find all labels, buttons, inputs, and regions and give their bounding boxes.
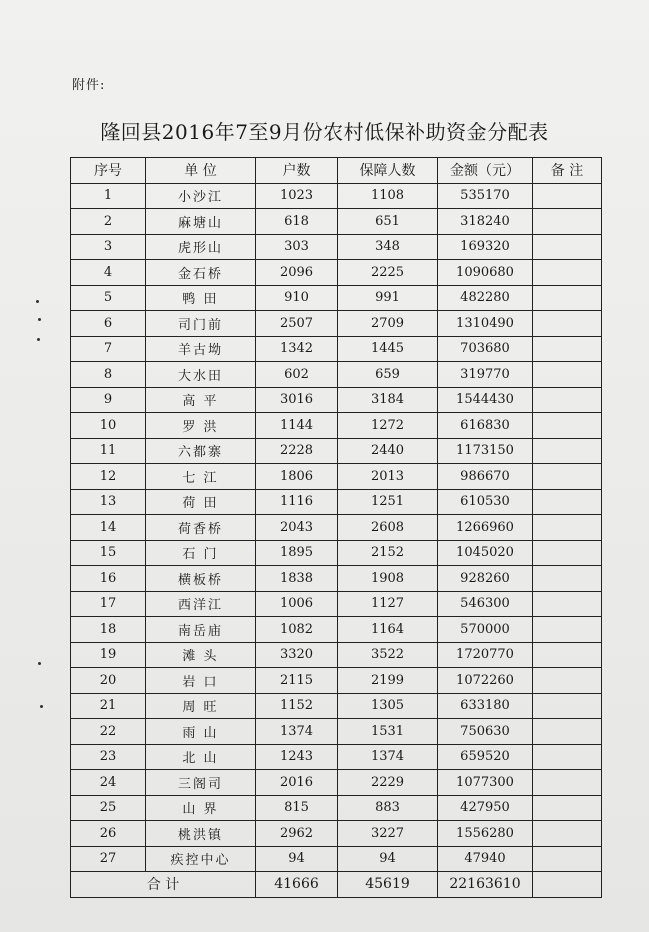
cell-amount: 633180 [438,693,533,719]
allocation-table [70,157,602,898]
cell-no: 14 [71,515,146,541]
cell-note [533,770,602,796]
cell-unit: 北 山 [146,744,256,770]
total-note [533,872,602,898]
table-row [71,566,602,592]
scan-speck [38,318,41,321]
cell-note [533,285,602,311]
cell-households: 2962 [256,821,338,847]
cell-people: 2199 [338,668,438,694]
table-row [71,183,602,209]
table-row [71,591,602,617]
table-row [71,387,602,413]
cell-note [533,795,602,821]
cell-households: 2228 [256,438,338,464]
cell-no: 21 [71,693,146,719]
cell-amount: 427950 [438,795,533,821]
cell-no: 9 [71,387,146,413]
cell-amount: 535170 [438,183,533,209]
header-note: 备 注 [533,158,602,184]
cell-unit: 羊古坳 [146,336,256,362]
cell-households: 1342 [256,336,338,362]
cell-amount: 318240 [438,209,533,235]
total-amount: 22163610 [438,872,533,898]
cell-unit: 罗 洪 [146,413,256,439]
cell-unit: 麻塘山 [146,209,256,235]
cell-amount: 1173150 [438,438,533,464]
header-no: 序号 [71,158,146,184]
cell-amount: 47940 [438,846,533,872]
cell-note [533,566,602,592]
cell-no: 11 [71,438,146,464]
cell-no: 19 [71,642,146,668]
cell-no: 25 [71,795,146,821]
cell-people: 1272 [338,413,438,439]
cell-amount: 986670 [438,464,533,490]
table-row [71,693,602,719]
cell-unit: 岩 口 [146,668,256,694]
cell-households: 303 [256,234,338,260]
cell-households: 2115 [256,668,338,694]
table-row [71,821,602,847]
cell-note [533,693,602,719]
cell-households: 1116 [256,489,338,515]
cell-households: 1006 [256,591,338,617]
cell-amount: 1045020 [438,540,533,566]
scan-speck [36,300,39,303]
cell-households: 1374 [256,719,338,745]
cell-note [533,540,602,566]
cell-amount: 1090680 [438,260,533,286]
cell-unit: 山 界 [146,795,256,821]
cell-no: 4 [71,260,146,286]
cell-amount: 546300 [438,591,533,617]
table-row [71,234,602,260]
cell-no: 8 [71,362,146,388]
cell-amount: 928260 [438,566,533,592]
table-row [71,362,602,388]
cell-note [533,438,602,464]
cell-amount: 1266960 [438,515,533,541]
cell-no: 23 [71,744,146,770]
cell-people: 2608 [338,515,438,541]
cell-note [533,362,602,388]
cell-amount: 1720770 [438,642,533,668]
cell-note [533,464,602,490]
total-people: 45619 [338,872,438,898]
cell-note [533,668,602,694]
cell-no: 13 [71,489,146,515]
cell-unit: 小沙江 [146,183,256,209]
cell-people: 659 [338,362,438,388]
cell-unit: 荷 田 [146,489,256,515]
cell-no: 15 [71,540,146,566]
table-row [71,515,602,541]
table-row [71,209,602,235]
cell-people: 2229 [338,770,438,796]
cell-households: 1023 [256,183,338,209]
cell-amount: 1072260 [438,668,533,694]
cell-unit: 疾控中心 [146,846,256,872]
cell-households: 1895 [256,540,338,566]
table-row [71,311,602,337]
cell-people: 651 [338,209,438,235]
cell-households: 2507 [256,311,338,337]
cell-note [533,821,602,847]
cell-note [533,234,602,260]
cell-households: 2016 [256,770,338,796]
cell-people: 1908 [338,566,438,592]
cell-amount: 169320 [438,234,533,260]
cell-amount: 319770 [438,362,533,388]
header-people: 保障人数 [338,158,438,184]
cell-people: 348 [338,234,438,260]
cell-amount: 703680 [438,336,533,362]
cell-households: 618 [256,209,338,235]
cell-people: 2225 [338,260,438,286]
cell-unit: 虎形山 [146,234,256,260]
cell-note [533,846,602,872]
cell-people: 1164 [338,617,438,643]
cell-note [533,591,602,617]
header-amount: 金额（元） [438,158,533,184]
scan-speck [38,662,41,665]
cell-no: 16 [71,566,146,592]
table-row [71,744,602,770]
cell-note [533,209,602,235]
cell-note [533,489,602,515]
cell-people: 94 [338,846,438,872]
cell-households: 1082 [256,617,338,643]
cell-unit: 鸭 田 [146,285,256,311]
scan-speck [37,338,40,341]
table-row [71,617,602,643]
cell-households: 1243 [256,744,338,770]
cell-no: 22 [71,719,146,745]
cell-no: 12 [71,464,146,490]
table-row [71,464,602,490]
cell-households: 1806 [256,464,338,490]
table-row [71,846,602,872]
cell-note [533,260,602,286]
cell-people: 1127 [338,591,438,617]
scan-speck [40,705,43,708]
table-row [71,336,602,362]
cell-note [533,387,602,413]
cell-people: 2152 [338,540,438,566]
cell-unit: 南岳庙 [146,617,256,643]
cell-households: 1144 [256,413,338,439]
cell-households: 3016 [256,387,338,413]
total-row [71,872,602,898]
cell-amount: 570000 [438,617,533,643]
cell-households: 3320 [256,642,338,668]
cell-unit: 石 门 [146,540,256,566]
cell-amount: 482280 [438,285,533,311]
cell-note [533,183,602,209]
table-row [71,668,602,694]
header-unit: 单 位 [146,158,256,184]
table-row [71,770,602,796]
table-row [71,795,602,821]
cell-no: 5 [71,285,146,311]
cell-unit: 司门前 [146,311,256,337]
total-label: 合 计 [71,872,256,898]
cell-households: 94 [256,846,338,872]
cell-unit: 高 平 [146,387,256,413]
cell-no: 3 [71,234,146,260]
cell-no: 6 [71,311,146,337]
cell-amount: 1310490 [438,311,533,337]
cell-households: 2096 [256,260,338,286]
cell-no: 20 [71,668,146,694]
cell-unit: 大水田 [146,362,256,388]
table-row [71,413,602,439]
cell-people: 3184 [338,387,438,413]
cell-people: 1531 [338,719,438,745]
cell-unit: 横板桥 [146,566,256,592]
cell-households: 1152 [256,693,338,719]
attachment-label: 附件: [72,78,106,93]
cell-amount: 616830 [438,413,533,439]
cell-people: 2013 [338,464,438,490]
cell-people: 1305 [338,693,438,719]
cell-people: 1374 [338,744,438,770]
cell-note [533,719,602,745]
cell-amount: 659520 [438,744,533,770]
cell-no: 26 [71,821,146,847]
cell-unit: 周 旺 [146,693,256,719]
cell-unit: 桃洪镇 [146,821,256,847]
cell-unit: 西洋江 [146,591,256,617]
cell-unit: 三阁司 [146,770,256,796]
cell-households: 2043 [256,515,338,541]
cell-people: 1108 [338,183,438,209]
cell-no: 7 [71,336,146,362]
cell-no: 2 [71,209,146,235]
cell-no: 18 [71,617,146,643]
cell-amount: 1556280 [438,821,533,847]
cell-note [533,336,602,362]
table-row [71,719,602,745]
cell-note [533,642,602,668]
cell-people: 2440 [338,438,438,464]
cell-unit: 雨 山 [146,719,256,745]
total-households: 41666 [256,872,338,898]
table-row [71,285,602,311]
cell-unit: 七 江 [146,464,256,490]
cell-note [533,515,602,541]
document-title: 隆回县2016年7至9月份农村低保补助资金分配表 [100,120,549,144]
cell-unit: 六都寨 [146,438,256,464]
cell-unit: 荷香桥 [146,515,256,541]
cell-households: 815 [256,795,338,821]
cell-note [533,744,602,770]
cell-no: 24 [71,770,146,796]
cell-unit: 滩 头 [146,642,256,668]
cell-note [533,311,602,337]
cell-people: 2709 [338,311,438,337]
cell-amount: 1544430 [438,387,533,413]
header-households: 户数 [256,158,338,184]
cell-amount: 1077300 [438,770,533,796]
cell-note [533,617,602,643]
cell-households: 602 [256,362,338,388]
table-row [71,260,602,286]
cell-people: 3522 [338,642,438,668]
cell-people: 991 [338,285,438,311]
cell-people: 3227 [338,821,438,847]
cell-households: 910 [256,285,338,311]
cell-unit: 金石桥 [146,260,256,286]
table-row [71,489,602,515]
cell-amount: 610530 [438,489,533,515]
cell-amount: 750630 [438,719,533,745]
cell-no: 1 [71,183,146,209]
cell-people: 1445 [338,336,438,362]
table-row [71,540,602,566]
table-row [71,438,602,464]
cell-note [533,413,602,439]
table-header-row [71,158,602,184]
table-row [71,642,602,668]
cell-no: 10 [71,413,146,439]
cell-no: 17 [71,591,146,617]
cell-no: 27 [71,846,146,872]
cell-people: 1251 [338,489,438,515]
cell-people: 883 [338,795,438,821]
cell-households: 1838 [256,566,338,592]
